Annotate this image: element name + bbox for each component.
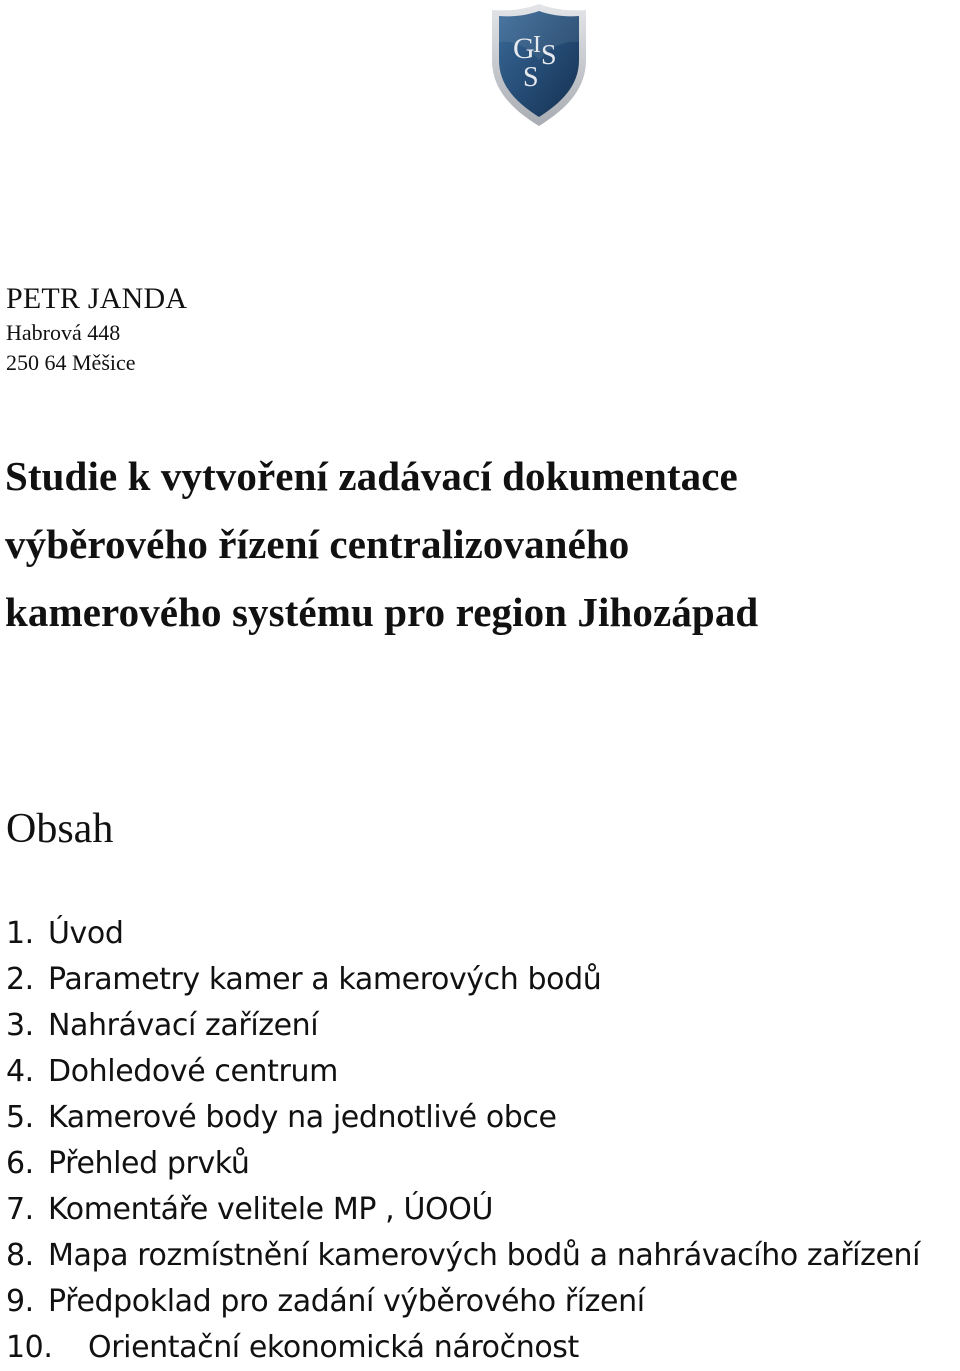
- toc-item-label: Mapa rozmístnění kamerových bodů a nahrávacího zařízení: [48, 1238, 921, 1273]
- toc-item-number: 5.: [6, 1100, 34, 1135]
- toc-item-label: Přehled prvků: [48, 1146, 250, 1181]
- toc-item: [6, 1095, 920, 1141]
- toc-item: [6, 911, 920, 957]
- toc-item-label: Úvod: [48, 916, 124, 951]
- document-title-line-3: kamerového systému pro region Jihozápad: [5, 589, 759, 635]
- toc-heading: Obsah: [6, 806, 114, 852]
- toc-item-number: 2.: [6, 962, 34, 997]
- toc-item-number: 3.: [6, 1008, 34, 1043]
- toc-item-number: 1.: [6, 916, 34, 951]
- toc-item-number: 6.: [6, 1146, 34, 1181]
- toc-item: [6, 1279, 920, 1325]
- toc-item-number: 10.: [6, 1330, 53, 1365]
- author-block: [6, 284, 187, 374]
- toc-item-label: Nahrávací zařízení: [48, 1008, 319, 1043]
- toc-item-label: Orientační ekonomická náročnost: [88, 1330, 579, 1365]
- author-city: 250 64 Měšice: [6, 350, 136, 375]
- svg-text:S: S: [523, 62, 539, 93]
- svg-text:G: G: [513, 32, 535, 65]
- document-title-line-2: výběrového řízení centralizovaného: [5, 521, 630, 567]
- toc-item: [6, 1049, 920, 1095]
- toc-item-number: 7.: [6, 1192, 34, 1227]
- table-of-contents: [6, 911, 920, 1371]
- document-title-line-1: Studie k vytvoření zadávací dokumentace: [5, 453, 738, 499]
- toc-item: [6, 1325, 920, 1371]
- toc-item-number: 9.: [6, 1284, 34, 1319]
- toc-item-label: Komentáře velitele MP , ÚOOÚ: [48, 1192, 493, 1227]
- giss-shield-logo: [489, 2, 589, 128]
- svg-text:S: S: [541, 40, 557, 71]
- toc-item-label: Kamerové body na jednotlivé obce: [48, 1100, 557, 1135]
- toc-item-label: Dohledové centrum: [48, 1054, 338, 1089]
- toc-item: [6, 1187, 920, 1233]
- toc-item-number: 8.: [6, 1238, 34, 1273]
- toc-item-label: Předpoklad pro zadání výběrového řízení: [48, 1284, 645, 1319]
- shield-icon: [489, 2, 589, 128]
- toc-item: [6, 1003, 920, 1049]
- toc-item: [6, 957, 920, 1003]
- toc-item-number: 4.: [6, 1054, 34, 1089]
- svg-text:I: I: [533, 32, 541, 58]
- author-street: Habrová 448: [6, 320, 121, 345]
- author-name: PETR JANDA: [6, 282, 188, 315]
- document-title: [5, 442, 758, 646]
- toc-item-label: Parametry kamer a kamerových bodů: [48, 962, 602, 997]
- toc-item: [6, 1233, 920, 1279]
- toc-item: [6, 1141, 920, 1187]
